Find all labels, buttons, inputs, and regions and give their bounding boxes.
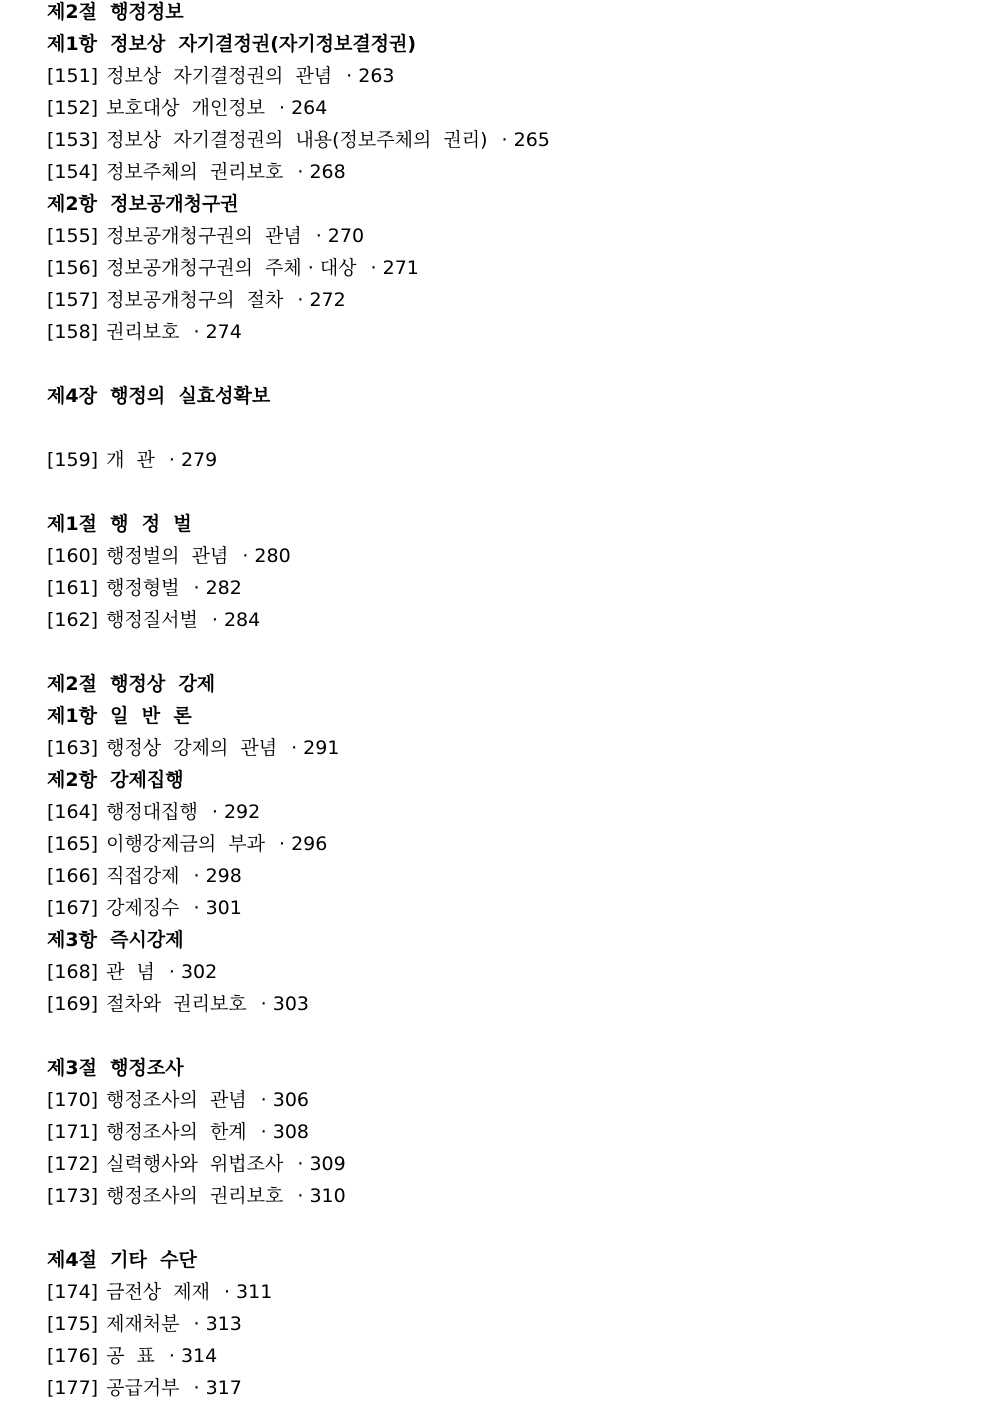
- toc-entry-number: [159]: [47, 449, 99, 471]
- toc-entry-title: 직접강제: [106, 865, 180, 887]
- toc-entry-number: [153]: [47, 129, 99, 151]
- toc-entry-title: 정보공개청구의 절차: [106, 289, 284, 311]
- toc-entry: [47, 448, 947, 480]
- toc-entry: [47, 1088, 947, 1120]
- toc-heading: 제2항 강제집행: [47, 769, 184, 791]
- toc-entry-number: [151]: [47, 65, 99, 87]
- toc-entry-number: [152]: [47, 97, 99, 119]
- toc-entry-title: 관 념: [106, 961, 155, 983]
- toc-entry-number: [154]: [47, 161, 99, 183]
- toc-entry-title: 권리보호: [106, 321, 180, 343]
- toc-entry: [47, 608, 947, 640]
- toc-entry: [47, 1376, 947, 1408]
- toc-entry-number: [175]: [47, 1313, 99, 1335]
- toc-entry-page: · 298: [193, 865, 242, 887]
- blank-line: [47, 416, 947, 448]
- toc-entry: [47, 1120, 947, 1152]
- toc-entry: [47, 288, 947, 320]
- toc-entry: [47, 800, 947, 832]
- toc-entry-title: 행정상 강제의 관념: [106, 737, 278, 759]
- toc-entry-title: 절차와 권리보호: [106, 993, 247, 1015]
- table-of-contents: [47, 0, 947, 1408]
- toc-entry-title: 개 관: [106, 449, 155, 471]
- toc-entry-title: 보호대상 개인정보: [106, 97, 266, 119]
- toc-entry-page: · 311: [223, 1281, 273, 1303]
- toc-entry-title: 행정질서벌: [106, 609, 198, 631]
- toc-entry-title: 정보공개청구권의 주체 · 대상: [106, 257, 357, 279]
- toc-entry-page: · 309: [297, 1153, 346, 1175]
- toc-entry-title: 금전상 제재: [106, 1281, 210, 1303]
- toc-entry-title: 강제징수: [106, 897, 180, 919]
- toc-entry-page: · 313: [193, 1313, 242, 1335]
- toc-entry-number: [176]: [47, 1345, 99, 1367]
- toc-entry-number: [172]: [47, 1153, 99, 1175]
- toc-entry-number: [166]: [47, 865, 99, 887]
- toc-heading: 제4절 기타 수단: [47, 1249, 197, 1271]
- toc-heading: 제3절 행정조사: [47, 1057, 184, 1079]
- toc-entry-number: [160]: [47, 545, 99, 567]
- toc-entry-number: [169]: [47, 993, 99, 1015]
- toc-entry-title: 정보상 자기결정권의 내용(정보주체의 권리): [106, 129, 488, 151]
- toc-entry: [47, 544, 947, 576]
- toc-entry: [47, 96, 947, 128]
- toc-entry: [47, 1184, 947, 1216]
- toc-entry: [47, 960, 947, 992]
- toc-heading: 제4장 행정의 실효성확보: [47, 385, 271, 407]
- toc-entry-title: 정보상 자기결정권의 관념: [106, 65, 333, 87]
- toc-entry-page: · 302: [168, 961, 218, 983]
- toc-entry-number: [157]: [47, 289, 99, 311]
- toc-entry-page: · 296: [279, 833, 328, 855]
- toc-heading: 제2항 정보공개청구권: [47, 193, 239, 215]
- toc-entry-number: [163]: [47, 737, 99, 759]
- toc-entry-title: 정보공개청구권의 관념: [106, 225, 302, 247]
- toc-heading: 제1절 행 정 벌: [47, 513, 192, 535]
- toc-entry-page: · 274: [193, 321, 242, 343]
- toc-entry: [47, 1152, 947, 1184]
- toc-entry-page: · 292: [211, 801, 261, 823]
- toc-entry: [47, 1344, 947, 1376]
- toc-entry-number: [167]: [47, 897, 99, 919]
- toc-heading: 제2절 행정상 강제: [47, 673, 216, 695]
- toc-entry-title: 행정벌의 관념: [106, 545, 229, 567]
- toc-heading: 제2절 행정정보: [47, 1, 184, 23]
- toc-entry-number: [155]: [47, 225, 99, 247]
- toc-entry-number: [165]: [47, 833, 99, 855]
- toc-entry: [47, 1312, 947, 1344]
- toc-entry-number: [170]: [47, 1089, 99, 1111]
- toc-entry: [47, 736, 947, 768]
- toc-entry-title: 행정조사의 권리보호: [106, 1185, 284, 1207]
- toc-entry-page: · 317: [193, 1377, 242, 1399]
- toc-entry-title: 실력행사와 위법조사: [106, 1153, 284, 1175]
- toc-entry-page: · 271: [370, 257, 419, 279]
- blank-line: [47, 1024, 947, 1056]
- toc-entry: [47, 160, 947, 192]
- toc-entry-page: · 279: [168, 449, 218, 471]
- toc-entry-title: 행정조사의 관념: [106, 1089, 247, 1111]
- toc-entry-title: 행정대집행: [106, 801, 198, 823]
- toc-entry-page: · 270: [315, 225, 365, 247]
- toc-entry: [47, 64, 947, 96]
- toc-entry-title: 정보주체의 권리보호: [106, 161, 284, 183]
- toc-entry-page: · 272: [297, 289, 346, 311]
- toc-entry-title: 행정조사의 한계: [106, 1121, 247, 1143]
- toc-entry: [47, 576, 947, 608]
- blank-line: [47, 640, 947, 672]
- toc-entry-number: [162]: [47, 609, 99, 631]
- toc-heading: 제3항 즉시강제: [47, 929, 184, 951]
- toc-entry-page: · 264: [279, 97, 328, 119]
- toc-entry-title: 공급거부: [106, 1377, 180, 1399]
- toc-entry: [47, 832, 947, 864]
- toc-entry-number: [156]: [47, 257, 99, 279]
- toc-heading: 제1항 정보상 자기결정권(자기정보결정권): [47, 33, 417, 55]
- toc-entry-title: 이행강제금의 부과: [106, 833, 266, 855]
- toc-entry-title: 공 표: [106, 1345, 155, 1367]
- toc-entry: [47, 224, 947, 256]
- toc-entry-title: 행정형벌: [106, 577, 180, 599]
- toc-entry-number: [174]: [47, 1281, 99, 1303]
- toc-entry: [47, 320, 947, 352]
- toc-entry-page: · 284: [211, 609, 261, 631]
- toc-entry-page: · 263: [346, 65, 395, 87]
- toc-entry: [47, 864, 947, 896]
- toc-entry: [47, 992, 947, 1024]
- toc-entry-number: [161]: [47, 577, 99, 599]
- toc-entry-number: [158]: [47, 321, 99, 343]
- toc-entry-page: · 308: [260, 1121, 310, 1143]
- toc-entry-number: [168]: [47, 961, 99, 983]
- toc-heading: 제1항 일 반 론: [47, 705, 192, 727]
- toc-entry-page: · 301: [193, 897, 242, 919]
- toc-entry-page: · 310: [297, 1185, 346, 1207]
- blank-line: [47, 1216, 947, 1248]
- toc-entry-page: · 280: [242, 545, 291, 567]
- toc-entry-page: · 291: [291, 737, 340, 759]
- toc-entry-page: · 303: [260, 993, 310, 1015]
- blank-line: [47, 352, 947, 384]
- toc-entry-page: · 268: [297, 161, 346, 183]
- toc-entry-number: [173]: [47, 1185, 99, 1207]
- toc-entry-number: [177]: [47, 1377, 99, 1399]
- toc-entry-number: [171]: [47, 1121, 99, 1143]
- toc-entry: [47, 256, 947, 288]
- blank-line: [47, 480, 947, 512]
- toc-entry-number: [164]: [47, 801, 99, 823]
- toc-entry-page: · 265: [501, 129, 550, 151]
- toc-entry: [47, 896, 947, 928]
- toc-entry-title: 제재처분: [106, 1313, 180, 1335]
- toc-entry-page: · 306: [260, 1089, 310, 1111]
- toc-entry: [47, 1280, 947, 1312]
- toc-entry: [47, 128, 947, 160]
- toc-entry-page: · 282: [193, 577, 242, 599]
- toc-entry-page: · 314: [168, 1345, 218, 1367]
